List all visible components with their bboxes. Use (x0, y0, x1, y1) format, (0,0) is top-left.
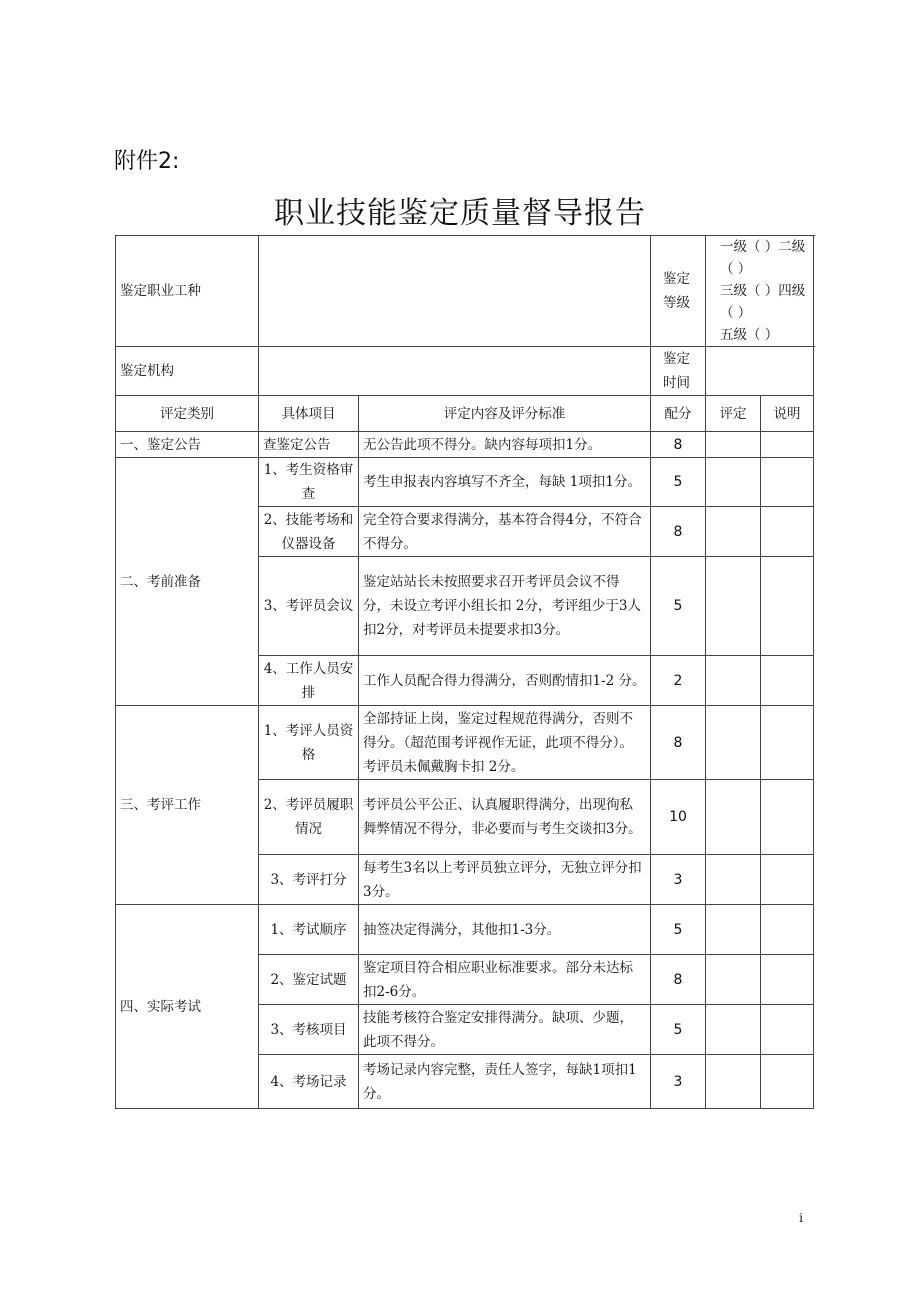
column-header: 评定内容及评分标准 (359, 396, 651, 432)
score-cell[interactable] (706, 1055, 761, 1109)
points-cell: 5 (651, 905, 706, 955)
points-cell: 3 (651, 855, 706, 905)
points-cell: 8 (651, 507, 706, 557)
criteria-cell: 考评员公平公正、认真履职得满分，出现徇私舞弊情况不得分，非必要而与考生交谈扣3分。 (359, 780, 651, 855)
org-value (259, 347, 651, 396)
score-cell[interactable] (706, 1005, 761, 1055)
item-cell: 查鉴定公告 (259, 432, 359, 458)
table-row (116, 905, 814, 955)
page-title: 职业技能鉴定质量督导报告 (274, 196, 646, 231)
grade-option: 三级（ ）四级（ ） (720, 283, 806, 321)
info-row-occupation (116, 236, 814, 347)
points-cell: 3 (651, 1055, 706, 1109)
column-header: 说明 (761, 396, 814, 432)
grade-label: 鉴定等级 (651, 236, 706, 347)
occupation-label: 鉴定职业工种 (116, 236, 259, 347)
remark-cell[interactable] (761, 780, 814, 855)
criteria-cell: 考生申报表内容填写不齐全，每缺 1项扣1分。 (359, 458, 651, 507)
remark-cell[interactable] (761, 432, 814, 458)
grade-option: 一级（ ）二级（ ） (720, 239, 806, 277)
criteria-cell: 鉴定站站长未按照要求召开考评员会议不得分，未设立考评小组长扣 2分，考评组少于3人扣2分，对考评员未提要求扣3分。 (359, 557, 651, 656)
criteria-cell: 全部持证上岗，鉴定过程规范得满分，否则不得分。（超范围考评视作无证，此项不得分）。考评员未佩戴胸卡扣 2分。 (359, 706, 651, 780)
column-header: 评定 (706, 396, 761, 432)
remark-cell[interactable] (761, 1005, 814, 1055)
item-cell: 3、考核项目 (259, 1005, 359, 1055)
score-cell[interactable] (706, 855, 761, 905)
category-cell: 三、考评工作 (116, 706, 259, 905)
criteria-cell: 鉴定项目符合相应职业标准要求。部分未达标扣2-6分。 (359, 955, 651, 1005)
score-cell[interactable] (706, 507, 761, 557)
score-cell[interactable] (706, 706, 761, 780)
criteria-cell: 无公告此项不得分。缺内容每项扣1分。 (359, 432, 651, 458)
points-cell: 5 (651, 557, 706, 656)
info-row-org (116, 347, 814, 396)
item-cell: 2、技能考场和仪器设备 (259, 507, 359, 557)
score-cell[interactable] (706, 955, 761, 1005)
remark-cell[interactable] (761, 458, 814, 507)
table-row (116, 458, 814, 507)
grade-options (706, 236, 814, 347)
score-cell[interactable] (706, 557, 761, 656)
table-row (116, 432, 814, 458)
item-cell: 1、考生资格审查 (259, 458, 359, 507)
remark-cell[interactable] (761, 905, 814, 955)
score-cell[interactable] (706, 432, 761, 458)
time-label: 鉴定时间 (651, 347, 706, 396)
org-label: 鉴定机构 (116, 347, 259, 396)
points-cell: 5 (651, 458, 706, 507)
item-cell: 2、考评员履职情况 (259, 780, 359, 855)
item-cell: 4、工作人员安排 (259, 656, 359, 706)
criteria-cell: 每考生3名以上考评员独立评分，无独立评分扣3分。 (359, 855, 651, 905)
table-row (116, 706, 814, 780)
report-table (115, 235, 814, 1109)
grade-option: 五级（ ） (720, 327, 779, 343)
time-value (706, 347, 814, 396)
column-header: 具体项目 (259, 396, 359, 432)
occupation-value (259, 236, 651, 347)
remark-cell[interactable] (761, 955, 814, 1005)
category-cell: 一、鉴定公告 (116, 432, 259, 458)
points-cell: 2 (651, 656, 706, 706)
remark-cell[interactable] (761, 656, 814, 706)
item-cell: 2、鉴定试题 (259, 955, 359, 1005)
page-number: i (799, 1211, 803, 1225)
column-header: 评定类别 (116, 396, 259, 432)
column-header: 配分 (651, 396, 706, 432)
criteria-cell: 抽签决定得满分，其他扣1-3分。 (359, 905, 651, 955)
item-cell: 4、考场记录 (259, 1055, 359, 1109)
score-cell[interactable] (706, 905, 761, 955)
category-cell: 四、实际考试 (116, 905, 259, 1109)
points-cell: 8 (651, 955, 706, 1005)
points-cell: 8 (651, 432, 706, 458)
remark-cell[interactable] (761, 855, 814, 905)
remark-cell[interactable] (761, 557, 814, 656)
points-cell: 10 (651, 780, 706, 855)
remark-cell[interactable] (761, 706, 814, 780)
points-cell: 5 (651, 1005, 706, 1055)
item-cell: 1、考试顺序 (259, 905, 359, 955)
attachment-label: 附件2: (114, 149, 180, 174)
criteria-cell: 技能考核符合鉴定安排得满分。缺项、少题，此项不得分。 (359, 1005, 651, 1055)
item-cell: 3、考评打分 (259, 855, 359, 905)
criteria-cell: 考场记录内容完整，责任人签字，每缺1项扣1分。 (359, 1055, 651, 1109)
item-cell: 1、考评人员资格 (259, 706, 359, 780)
points-cell: 8 (651, 706, 706, 780)
score-cell[interactable] (706, 780, 761, 855)
remark-cell[interactable] (761, 1055, 814, 1109)
remark-cell[interactable] (761, 507, 814, 557)
score-cell[interactable] (706, 656, 761, 706)
criteria-cell: 完全符合要求得满分，基本符合得4分，不符合不得分。 (359, 507, 651, 557)
item-cell: 3、考评员会议 (259, 557, 359, 656)
score-cell[interactable] (706, 458, 761, 507)
category-cell: 二、考前准备 (116, 458, 259, 706)
column-header-row (116, 396, 814, 432)
criteria-cell: 工作人员配合得力得满分，否则酌情扣1-2 分。 (359, 656, 651, 706)
